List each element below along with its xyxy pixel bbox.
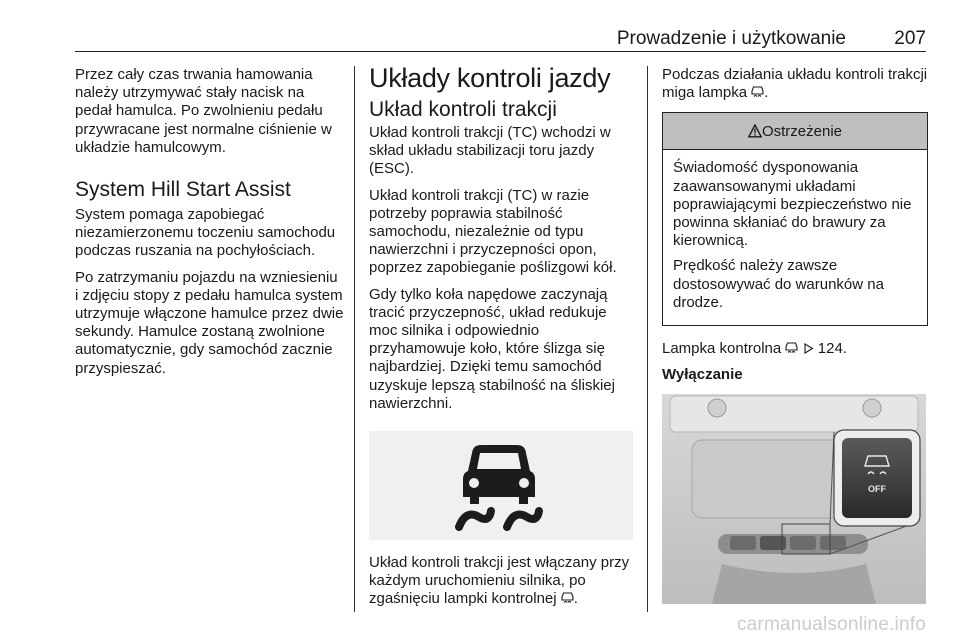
arrow-reference-icon: [803, 343, 814, 354]
column-3: [662, 66, 928, 604]
page-header: [75, 22, 926, 52]
tc-paragraph-3: Gdy tylko koła napędowe zaczynają tracić przyczepność, układ redukuje moc silnika i odpowiednio przyhamowuje koło, które ślizga się najbardziej. Dzięki temu samochód uzyskuje lepszą stabilność na śliskiej nawierzchni.: [369, 285, 615, 412]
column-1: [75, 66, 345, 386]
header-rule: [75, 51, 926, 52]
traction-control-icon: [785, 342, 798, 354]
lamp-reference: Lampka kontrolna 124.: [662, 340, 847, 358]
disabling-title: Wyłączanie: [662, 366, 743, 384]
column-divider-right: [647, 66, 648, 612]
traction-control-graphic: [369, 431, 633, 540]
hill-start-paragraph-2: Po zatrzymaniu pojazdu na wzniesieniu i zdjęciu stopy z pedału hamulca system utrzymuje włączone hamulce przez dwie sekundy. Hamulce zostaną zwolnione automatycznie, gdy samochód zacznie przyspieszać.: [75, 268, 344, 377]
warning-paragraph-1: Świadomość dysponowania zaawansowanymi układami poprawiającymi bezpieczeństwo nie powinna skłaniać do brawury za kierownicą.: [673, 159, 912, 250]
watermark: carmanualsonline.info: [736, 614, 926, 635]
warning-body: [663, 150, 927, 325]
tc-paragraph-4: Układ kontroli trakcji jest włączany przy każdym uruchomieniu silnika, po zgaśnięciu lampki kontrolnej .: [369, 554, 630, 608]
tc-blinking-paragraph: Podczas działania układu kontroli trakcji miga lampka .: [662, 66, 928, 102]
traction-control-icon: [369, 431, 633, 540]
hill-start-assist-title: System Hill Start Assist: [75, 178, 291, 202]
warning-header: [663, 113, 927, 150]
hill-start-paragraph-1: System pomaga zapobiegać niezamierzonemu toczeniu samochodu podczas ruszania na pochyłościach.: [75, 206, 336, 260]
traction-control-icon: [561, 592, 574, 604]
console-illustration: [662, 394, 926, 604]
warning-title: Ostrzeżenie: [761, 123, 843, 141]
column-divider-left: [354, 66, 355, 612]
traction-control-title: Układ kontroli trakcji: [369, 98, 557, 121]
warning-box: [662, 112, 928, 326]
warning-paragraph-2: Prędkość należy zawsze dostosowywać do warunków na drodze.: [673, 257, 884, 311]
page-number: 207: [894, 28, 926, 49]
chapter-title: Układy kontroli jazdy: [369, 63, 611, 93]
off-label: OFF: [868, 484, 886, 495]
center-console-photo: [662, 394, 926, 604]
tc-paragraph-1: Układ kontroli trakcji (TC) wchodzi w skład układu stabilizacji toru jazdy (ESC).: [369, 124, 611, 178]
traction-control-icon: [751, 86, 764, 98]
header-title: Prowadzenie i użytkowanie: [616, 28, 846, 49]
braking-paragraph: Przez cały czas trwania hamowania należy utrzymywać stały nacisk na pedał hamulca. Po zwolnieniu pedału przywracane jest normalne ciśnienie w układzie hamulcowym.: [75, 66, 332, 156]
tc-paragraph-2: Układ kontroli trakcji (TC) w razie potrzeby poprawia stabilność samochodu, niezależnie od typu nawierzchni i przyczepności opon, poprzez zapobieganie poślizgowi kół.: [369, 186, 617, 277]
column-2: [369, 63, 633, 617]
warning-triangle-icon: [748, 124, 762, 138]
